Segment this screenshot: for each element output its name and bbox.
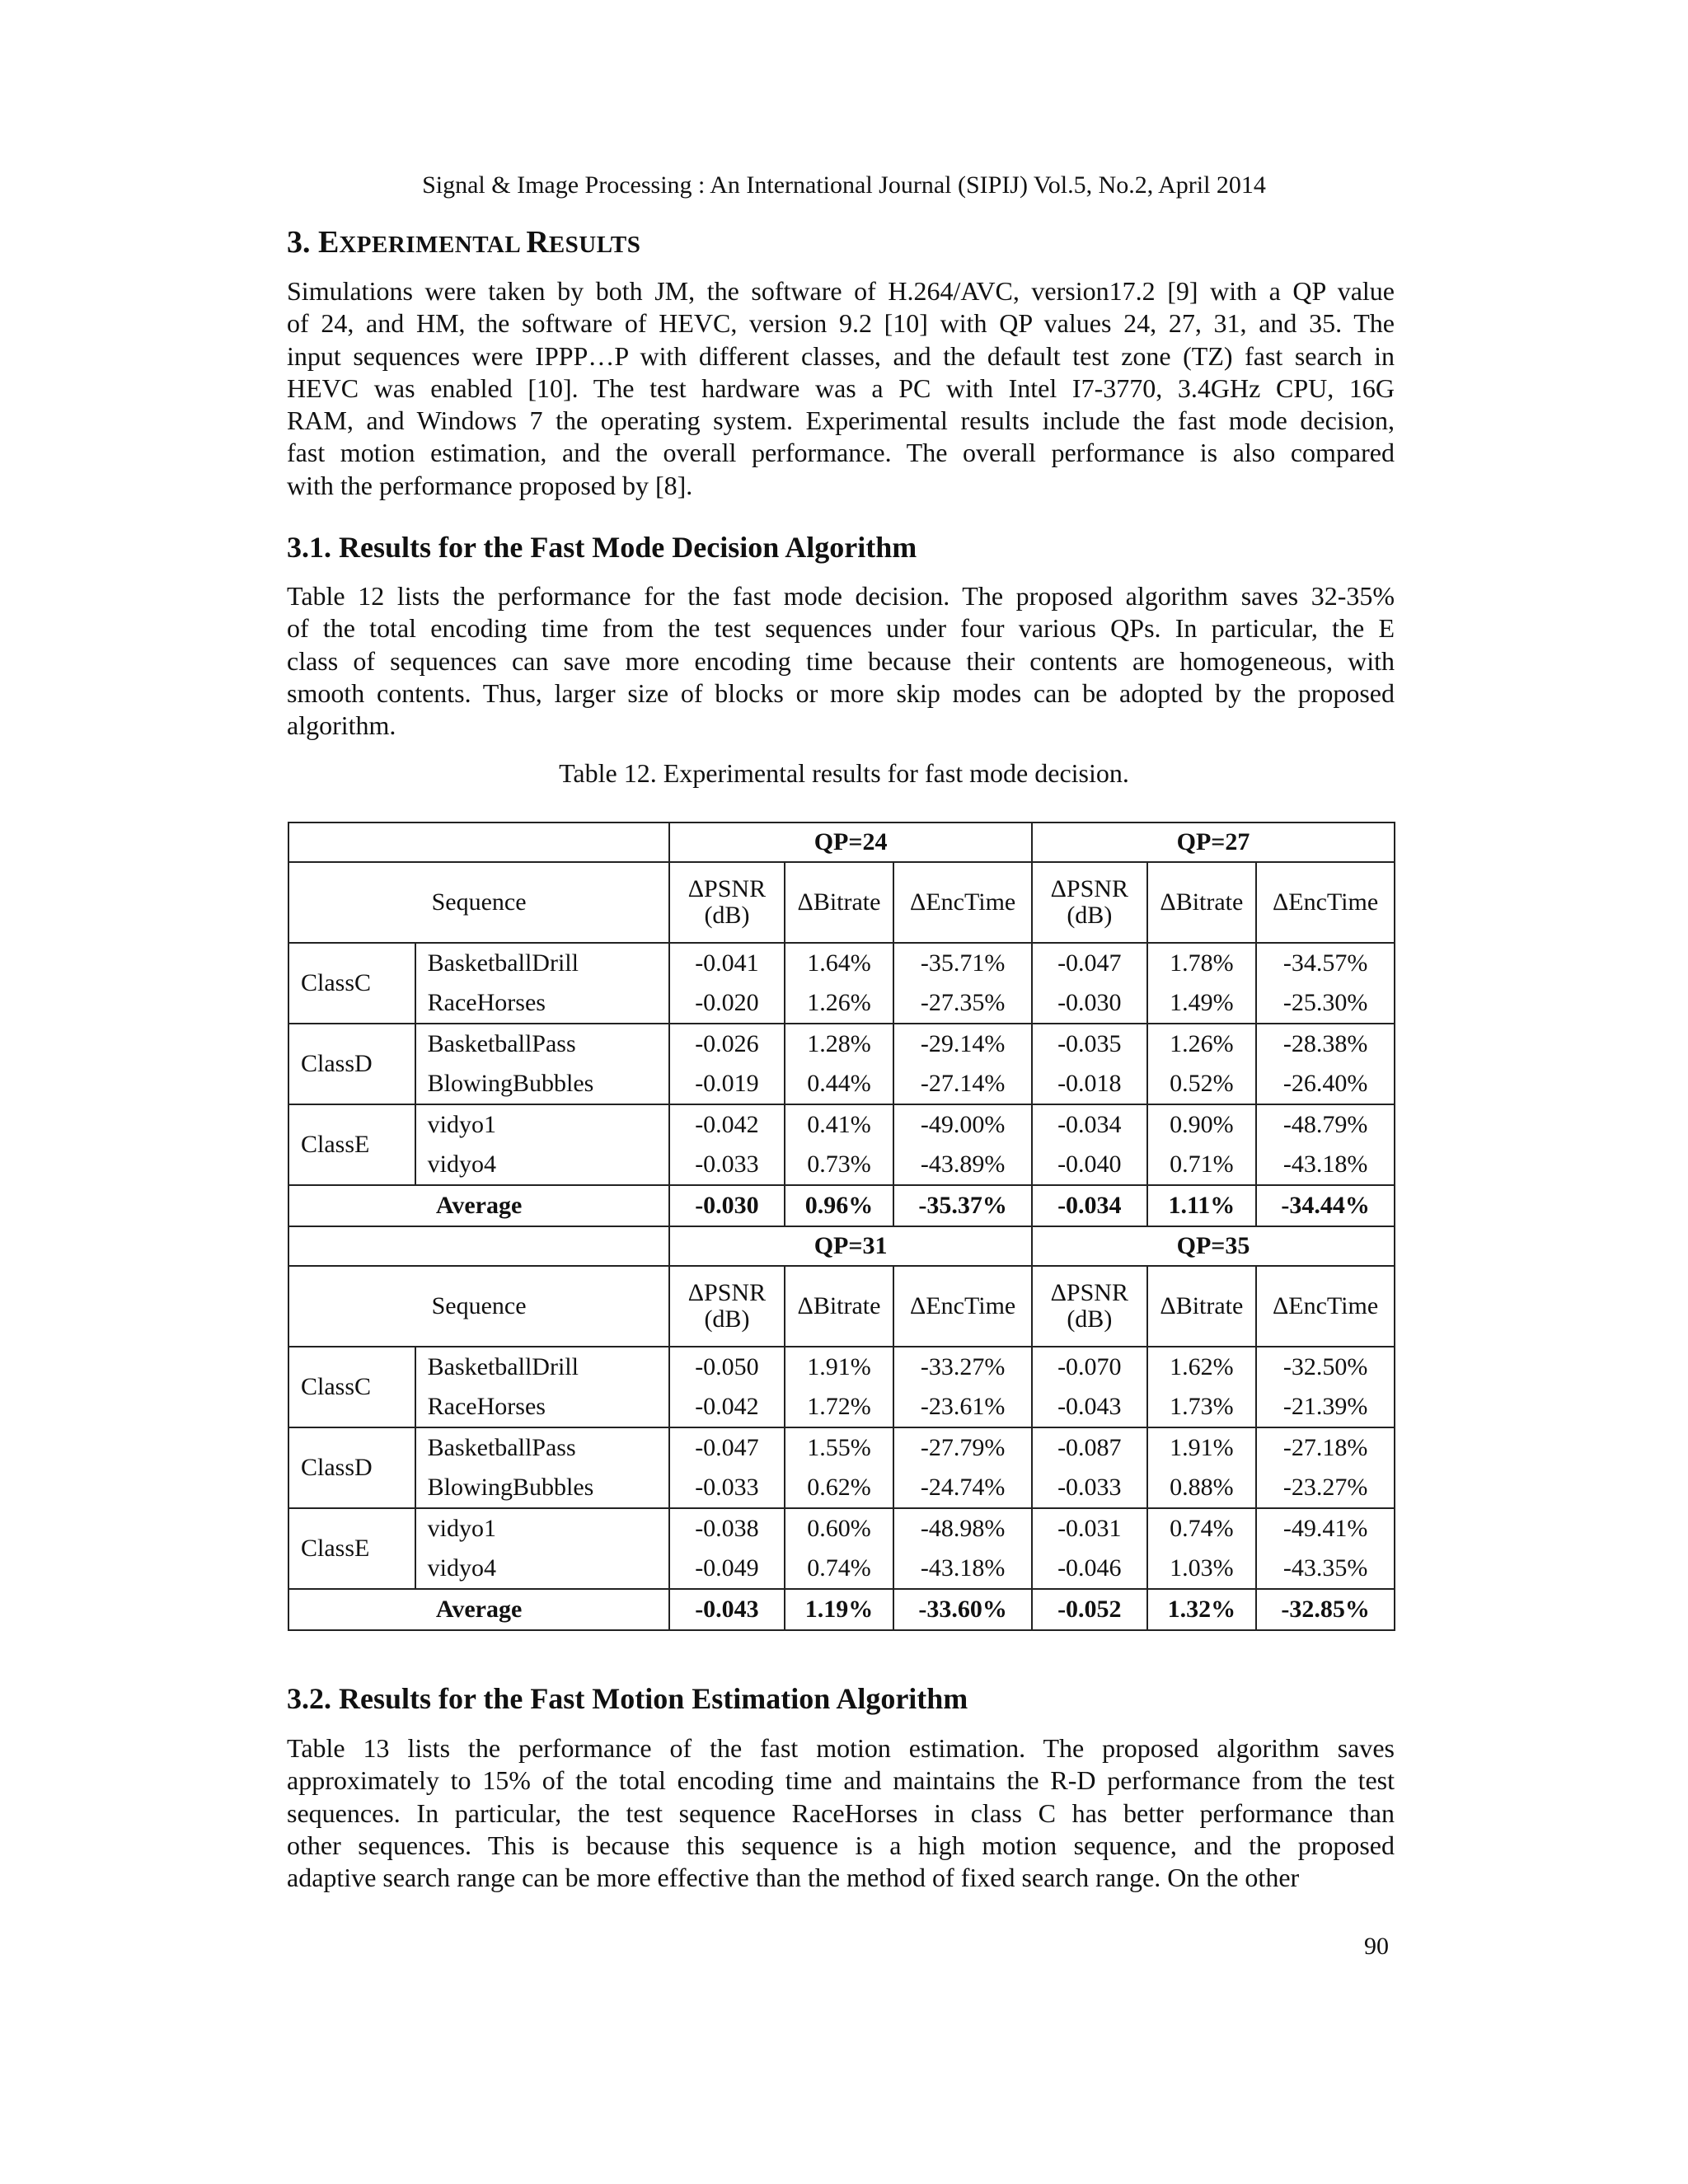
- section-title-rest-1: XPERIMENTAL: [339, 232, 527, 258]
- value-cell: -43.35%: [1256, 1549, 1395, 1589]
- value-cell: -0.033: [1032, 1468, 1147, 1508]
- value-cell: 1.91%: [1147, 1427, 1257, 1468]
- value-cell: -33.27%: [893, 1347, 1032, 1387]
- table-row: [288, 1387, 1395, 1427]
- table-row: [288, 943, 1395, 983]
- section-title-rest-2: ESULTS: [548, 232, 641, 258]
- value-cell: -0.047: [669, 1427, 785, 1468]
- value-cell: -48.98%: [893, 1508, 1032, 1549]
- paragraph-line: input sequences were IPPP…P with different classes, and the default test zone (TZ) fast search in: [287, 340, 1395, 371]
- paragraph-line: approximately to 15% of the total encoding time and maintains the R-D performance from the test: [287, 1765, 1395, 1796]
- enctime-header: ΔEncTime: [1256, 1266, 1395, 1347]
- value-cell: 0.74%: [1147, 1508, 1257, 1549]
- value-cell: 0.90%: [1147, 1104, 1257, 1145]
- value-cell: 0.71%: [1147, 1145, 1257, 1185]
- class-cell: ClassE: [288, 1508, 415, 1589]
- average-value: -32.85%: [1256, 1589, 1395, 1630]
- psnr-label: ΔPSNR: [1050, 1279, 1128, 1306]
- value-cell: -0.041: [669, 943, 785, 983]
- value-cell: 0.73%: [785, 1145, 894, 1185]
- section-title-initial-1: E: [318, 225, 340, 260]
- value-cell: -0.042: [669, 1104, 785, 1145]
- psnr-header: [669, 862, 785, 943]
- value-cell: -23.27%: [1256, 1468, 1395, 1508]
- value-cell: -0.046: [1032, 1549, 1147, 1589]
- sequence-name: BlowingBubbles: [415, 1468, 670, 1508]
- value-cell: -0.031: [1032, 1508, 1147, 1549]
- results-table: [288, 822, 1395, 1631]
- table-row: [288, 1468, 1395, 1508]
- psnr-unit: (dB): [1067, 1305, 1113, 1333]
- sequence-name: BasketballDrill: [415, 1347, 670, 1387]
- bitrate-header: ΔBitrate: [1147, 1266, 1257, 1347]
- paragraph-line: algorithm.: [287, 710, 396, 741]
- psnr-label: ΔPSNR: [687, 875, 767, 902]
- value-cell: -29.14%: [893, 1024, 1032, 1064]
- value-cell: -0.040: [1032, 1145, 1147, 1185]
- table-row: [288, 1104, 1395, 1145]
- table-caption: Table 12. Experimental results for fast mode decision.: [559, 758, 1129, 788]
- average-value: -35.37%: [893, 1185, 1032, 1226]
- section-number: 3.: [287, 225, 311, 260]
- table-row: [288, 1064, 1395, 1104]
- value-cell: 1.91%: [785, 1347, 894, 1387]
- value-cell: -49.00%: [893, 1104, 1032, 1145]
- value-cell: -34.57%: [1256, 943, 1395, 983]
- value-cell: -0.047: [1032, 943, 1147, 983]
- average-value: 1.32%: [1147, 1589, 1257, 1630]
- enctime-header: ΔEncTime: [893, 1266, 1032, 1347]
- paragraph-line: smooth contents. Thus, larger size of blocks or more skip modes can be adopted by the proposed: [287, 677, 1395, 708]
- value-cell: -0.043: [1032, 1387, 1147, 1427]
- page-number: 90: [1364, 1933, 1389, 1960]
- value-cell: -0.050: [669, 1347, 785, 1387]
- average-value: -0.052: [1032, 1589, 1147, 1630]
- enctime-header: ΔEncTime: [1256, 862, 1395, 943]
- qp-header: QP=24: [669, 823, 1032, 862]
- table-row: [288, 1427, 1395, 1468]
- paragraph-line: of 24, and HM, the software of HEVC, version 9.2 [10] with QP values 24, 27, 31, and 35. The: [287, 308, 1395, 339]
- sequence-name: BasketballDrill: [415, 943, 670, 983]
- value-cell: 1.64%: [785, 943, 894, 983]
- sequence-name: BasketballPass: [415, 1427, 670, 1468]
- sequence-name: vidyo4: [415, 1549, 670, 1589]
- table-row: [288, 1549, 1395, 1589]
- value-cell: -0.070: [1032, 1347, 1147, 1387]
- value-cell: -43.18%: [893, 1549, 1032, 1589]
- subsection-heading-3-1: 3.1. Results for the Fast Mode Decision Algorithm: [287, 531, 917, 564]
- qp-header: QP=27: [1032, 823, 1395, 862]
- value-cell: 1.03%: [1147, 1549, 1257, 1589]
- value-cell: -27.35%: [893, 983, 1032, 1024]
- value-cell: -0.019: [669, 1064, 785, 1104]
- sequence-header: Sequence: [288, 1266, 669, 1347]
- value-cell: -48.79%: [1256, 1104, 1395, 1145]
- value-cell: 1.55%: [785, 1427, 894, 1468]
- value-cell: -0.020: [669, 983, 785, 1024]
- subsection-heading-3-2: 3.2. Results for the Fast Motion Estimation Algorithm: [287, 1682, 968, 1715]
- empty-header-cell: [288, 823, 669, 862]
- sequence-name: vidyo1: [415, 1104, 670, 1145]
- paragraph-line: HEVC was enabled [10]. The test hardware was a PC with Intel I7-3770, 3.4GHz CPU, 16G: [287, 373, 1395, 403]
- value-cell: -23.61%: [893, 1387, 1032, 1427]
- value-cell: -0.038: [669, 1508, 785, 1549]
- value-cell: -24.74%: [893, 1468, 1032, 1508]
- paragraph-line: Table 13 lists the performance of the fast motion estimation. The proposed algorithm saves: [287, 1733, 1395, 1763]
- value-cell: 1.28%: [785, 1024, 894, 1064]
- table-row: [288, 1145, 1395, 1185]
- mode-decision-paragraph: [287, 580, 1395, 742]
- value-cell: 1.73%: [1147, 1387, 1257, 1427]
- qp-header: QP=31: [669, 1226, 1032, 1266]
- value-cell: 0.44%: [785, 1064, 894, 1104]
- psnr-unit: (dB): [704, 902, 750, 929]
- paragraph-line: Simulations were taken by both JM, the software of H.264/AVC, version17.2 [9] with a QP value: [287, 276, 1395, 306]
- sequence-name: RaceHorses: [415, 1387, 670, 1427]
- value-cell: -0.030: [1032, 983, 1147, 1024]
- qp-header: QP=35: [1032, 1226, 1395, 1266]
- class-cell: ClassD: [288, 1427, 415, 1508]
- value-cell: -27.79%: [893, 1427, 1032, 1468]
- intro-paragraph: [287, 275, 1395, 502]
- value-cell: -27.14%: [893, 1064, 1032, 1104]
- sequence-name: vidyo4: [415, 1145, 670, 1185]
- value-cell: 1.62%: [1147, 1347, 1257, 1387]
- paragraph-line: of the total encoding time from the test sequences under four various QPs. In particular, the E: [287, 613, 1395, 644]
- psnr-header: [1032, 862, 1147, 943]
- average-value: -0.034: [1032, 1185, 1147, 1226]
- section-heading: [287, 224, 640, 260]
- average-value: -34.44%: [1256, 1185, 1395, 1226]
- enctime-header: ΔEncTime: [893, 862, 1032, 943]
- value-cell: -43.89%: [893, 1145, 1032, 1185]
- value-cell: 0.74%: [785, 1549, 894, 1589]
- running-header: Signal & Image Processing : An International Journal (SIPIJ) Vol.5, No.2, April 2014: [422, 171, 1266, 199]
- value-cell: 0.88%: [1147, 1468, 1257, 1508]
- value-cell: -49.41%: [1256, 1508, 1395, 1549]
- bitrate-header: ΔBitrate: [785, 862, 894, 943]
- sequence-name: RaceHorses: [415, 983, 670, 1024]
- value-cell: -26.40%: [1256, 1064, 1395, 1104]
- sequence-header: Sequence: [288, 862, 669, 943]
- bitrate-header: ΔBitrate: [785, 1266, 894, 1347]
- sequence-name: BasketballPass: [415, 1024, 670, 1064]
- paragraph-line: fast motion estimation, and the overall performance. The overall performance is also compared: [287, 438, 1395, 468]
- value-cell: 0.52%: [1147, 1064, 1257, 1104]
- value-cell: 1.26%: [785, 983, 894, 1024]
- value-cell: -0.018: [1032, 1064, 1147, 1104]
- value-cell: -0.049: [669, 1549, 785, 1589]
- psnr-label: ΔPSNR: [687, 1279, 767, 1306]
- value-cell: -0.033: [669, 1145, 785, 1185]
- class-cell: ClassE: [288, 1104, 415, 1185]
- average-value: 1.11%: [1147, 1185, 1257, 1226]
- value-cell: -21.39%: [1256, 1387, 1395, 1427]
- psnr-unit: (dB): [704, 1305, 750, 1333]
- value-cell: 0.60%: [785, 1508, 894, 1549]
- bitrate-header: ΔBitrate: [1147, 862, 1257, 943]
- value-cell: -28.38%: [1256, 1024, 1395, 1064]
- table-row: [288, 1347, 1395, 1387]
- empty-header-cell: [288, 1226, 669, 1266]
- psnr-label: ΔPSNR: [1050, 875, 1128, 902]
- psnr-header: [1032, 1266, 1147, 1347]
- table-row: [288, 1024, 1395, 1064]
- value-cell: -0.026: [669, 1024, 785, 1064]
- value-cell: 0.62%: [785, 1468, 894, 1508]
- value-cell: -0.034: [1032, 1104, 1147, 1145]
- average-row: [288, 1185, 1395, 1226]
- motion-estimation-paragraph: [287, 1732, 1395, 1894]
- average-value: 1.19%: [785, 1589, 894, 1630]
- paragraph-line: with the performance proposed by [8].: [287, 470, 693, 500]
- value-cell: -27.18%: [1256, 1427, 1395, 1468]
- value-cell: 0.41%: [785, 1104, 894, 1145]
- average-value: -0.030: [669, 1185, 785, 1226]
- average-label: Average: [288, 1589, 669, 1630]
- value-cell: -35.71%: [893, 943, 1032, 983]
- value-cell: 1.49%: [1147, 983, 1257, 1024]
- value-cell: 1.72%: [785, 1387, 894, 1427]
- paragraph-line: class of sequences can save more encoding time because their contents are homogeneous, with: [287, 645, 1395, 676]
- sequence-name: vidyo1: [415, 1508, 670, 1549]
- paragraph-line: RAM, and Windows 7 the operating system. Experimental results include the fast mode decision,: [287, 405, 1395, 436]
- value-cell: -0.042: [669, 1387, 785, 1427]
- class-cell: ClassC: [288, 1347, 415, 1427]
- average-value: 0.96%: [785, 1185, 894, 1226]
- value-cell: -0.035: [1032, 1024, 1147, 1064]
- class-cell: ClassC: [288, 943, 415, 1024]
- paragraph-line: Table 12 lists the performance for the fast mode decision. The proposed algorithm saves 32-35%: [287, 581, 1395, 611]
- psnr-unit: (dB): [1067, 902, 1113, 929]
- average-label: Average: [288, 1185, 669, 1226]
- paragraph-line: other sequences. This is because this sequence is a high motion sequence, and the proposed: [287, 1830, 1395, 1860]
- value-cell: 1.78%: [1147, 943, 1257, 983]
- paragraph-line: adaptive search range can be more effective than the method of fixed search range. On the other: [287, 1863, 1300, 1893]
- average-value: -33.60%: [893, 1589, 1032, 1630]
- class-cell: ClassD: [288, 1024, 415, 1104]
- value-cell: -43.18%: [1256, 1145, 1395, 1185]
- table-row: [288, 983, 1395, 1024]
- value-cell: -0.087: [1032, 1427, 1147, 1468]
- value-cell: -32.50%: [1256, 1347, 1395, 1387]
- table-row: [288, 1508, 1395, 1549]
- value-cell: -25.30%: [1256, 983, 1395, 1024]
- sequence-name: BlowingBubbles: [415, 1064, 670, 1104]
- psnr-header: [669, 1266, 785, 1347]
- section-title-initial-2: R: [526, 225, 549, 260]
- value-cell: 1.26%: [1147, 1024, 1257, 1064]
- average-row: [288, 1589, 1395, 1630]
- value-cell: -0.033: [669, 1468, 785, 1508]
- paragraph-line: sequences. In particular, the test sequence RaceHorses in class C has better performance than: [287, 1797, 1395, 1828]
- average-value: -0.043: [669, 1589, 785, 1630]
